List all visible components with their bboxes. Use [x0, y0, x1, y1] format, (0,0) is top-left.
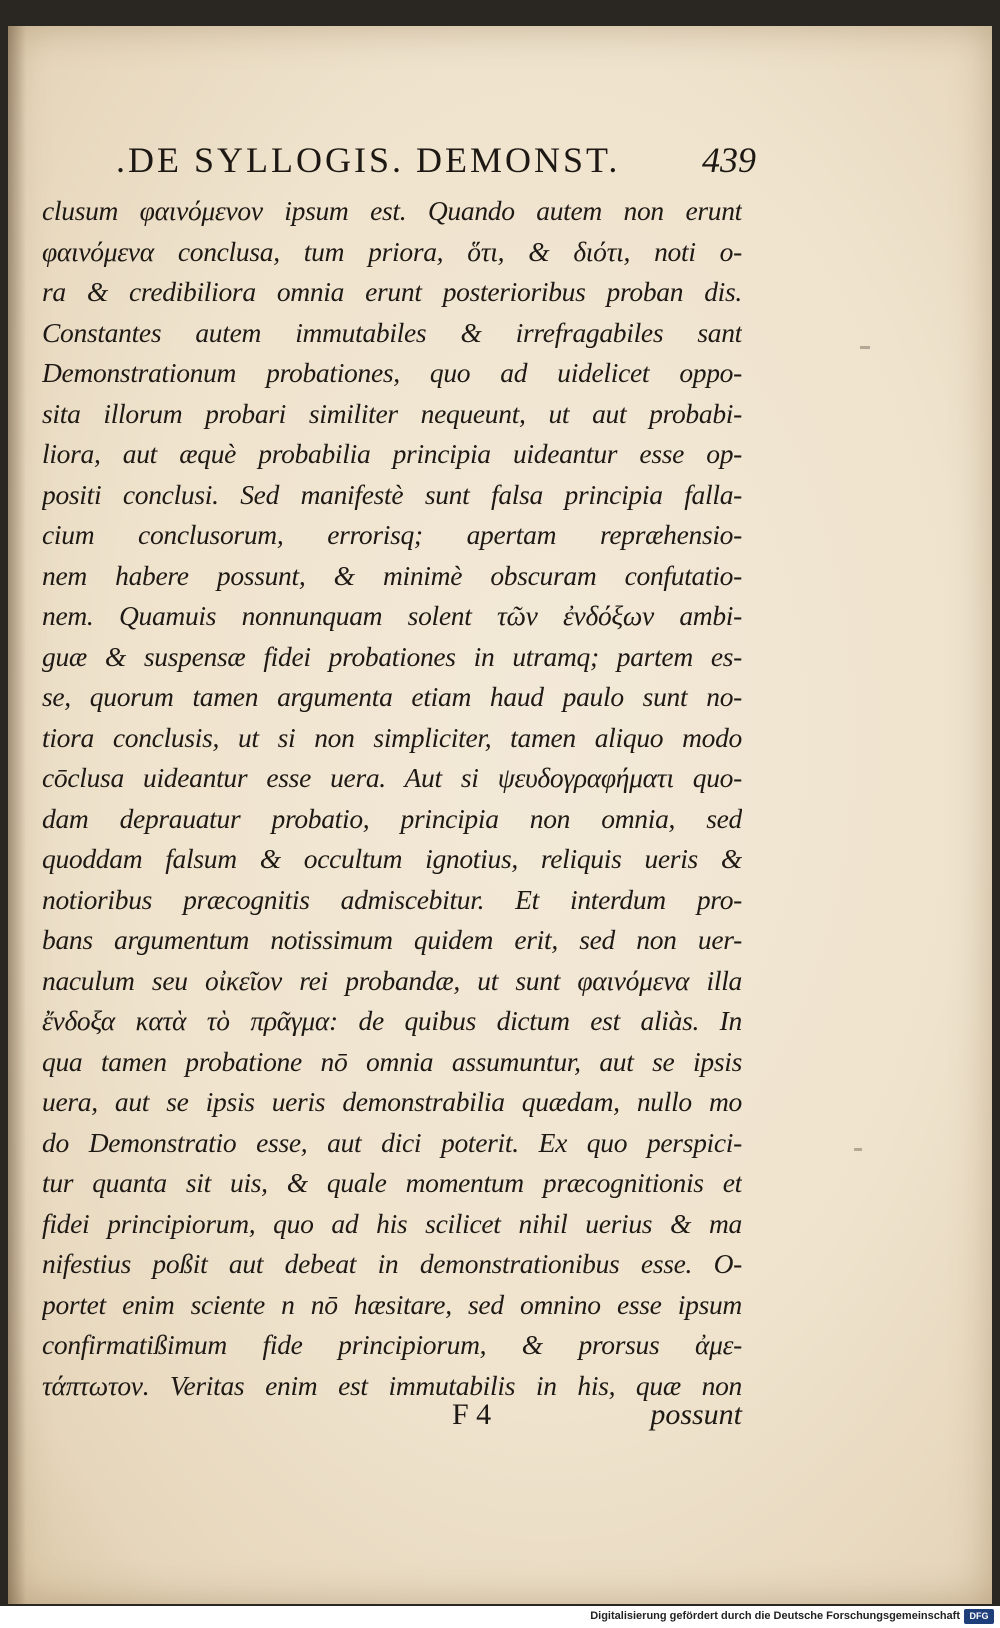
text-line: ἔνδοξα κατὰ τὸ πρᾶγμα: de quibus dictum est aliàs. In	[42, 1005, 742, 1036]
text-line: se, quorum tamen argumenta etiam haud paulo sunt no-	[42, 681, 742, 712]
text-line: tur quanta sit uis, & quale momentum præcognitionis et	[42, 1167, 742, 1198]
text-line: quoddam falsum & occultum ignotius, reliquis ueris &	[42, 843, 742, 874]
running-title: .DE SYLLOGIS. DEMONST.	[116, 140, 621, 180]
text-line: φαινόμενα conclusa, tum priora, ὅτι, & διότι, noti o-	[42, 235, 742, 267]
text-line: uera, aut se ipsis ueris demonstrabilia quædam, nullo mo	[42, 1086, 742, 1117]
text-line: confirmatißimum fide principiorum, & prorsus ἀμε-	[42, 1329, 742, 1360]
text-line: do Demonstratio esse, aut dici poterit. Ex quo perspici-	[42, 1126, 742, 1158]
text-line: positi conclusi. Sed manifestè sunt falsa principia falla-	[42, 478, 742, 510]
book-page	[8, 26, 992, 1604]
text-line: notioribus præcognitis admiscebitur. Et interdum pro-	[42, 883, 742, 915]
text-line: qua tamen probatione nō omnia assumuntur, aut se ipsis	[42, 1045, 742, 1077]
text-line: nem. Quamuis nonnunquam solent τῶν ἐνδόξων ambi-	[42, 600, 742, 631]
running-header	[116, 139, 756, 183]
text-line: nifestius poßit aut debeat in demonstrationibus esse. O-	[42, 1248, 742, 1279]
text-line: Demonstrationum probationes, quo ad uidelicet oppo-	[42, 357, 742, 388]
credit-bar	[0, 1606, 1000, 1628]
text-line: tiora conclusis, ut si non simpliciter, tamen aliquo modo	[42, 721, 742, 753]
paper-speck	[854, 1148, 862, 1151]
text-line: ra & credibiliora omnia erunt posterioribus proban dis.	[42, 276, 742, 307]
text-line: bans argumentum notissimum quidem erit, sed non uer-	[42, 924, 742, 955]
text-line: clusum φαινόμενον ipsum est. Quando autem non erunt	[42, 195, 742, 226]
text-line: fidei principiorum, quo ad his scilicet nihil uerius & ma	[42, 1207, 742, 1239]
text-line: cium conclusorum, errorisq; apertam repræhensio-	[42, 519, 742, 550]
digitization-credit: Digitalisierung gefördert durch die Deutsche Forschungsgemeinschaft	[590, 1610, 960, 1622]
text-line: naculum seu οἰκεῖον rei probandæ, ut sunt φαινόμενα illa	[42, 964, 742, 996]
catchword: possunt	[650, 1398, 742, 1431]
page-number: 439	[702, 140, 756, 180]
text-line: dam deprauatur probatio, principia non omnia, sed	[42, 802, 742, 834]
paper-speck	[860, 346, 870, 349]
dfg-logo-icon: DFG	[964, 1609, 994, 1624]
text-line: cōclusa uideantur esse uera. Aut si ψευδογραφήματι quo-	[42, 762, 742, 793]
text-line: nem habere possunt, & minimè obscuram confutatio-	[42, 559, 742, 591]
text-line: sita illorum probari similiter nequeunt, ut aut probabi-	[42, 397, 742, 429]
text-line: liora, aut æquè probabilia principia uideantur esse op-	[42, 438, 742, 469]
text-line: Constantes autem immutabiles & irrefragabiles sant	[42, 316, 742, 348]
text-line: guæ & suspensæ fidei probationes in utramq; partem es-	[42, 640, 742, 672]
signature-mark: F 4	[452, 1398, 492, 1431]
page-footer	[42, 1398, 742, 1438]
body-text	[42, 191, 742, 1401]
text-line: portet enim sciente n nō hæsitare, sed omnino esse ipsum	[42, 1288, 742, 1320]
text-line: τάπτωτον. Veritas enim est immutabilis in his, quæ non	[42, 1369, 742, 1401]
